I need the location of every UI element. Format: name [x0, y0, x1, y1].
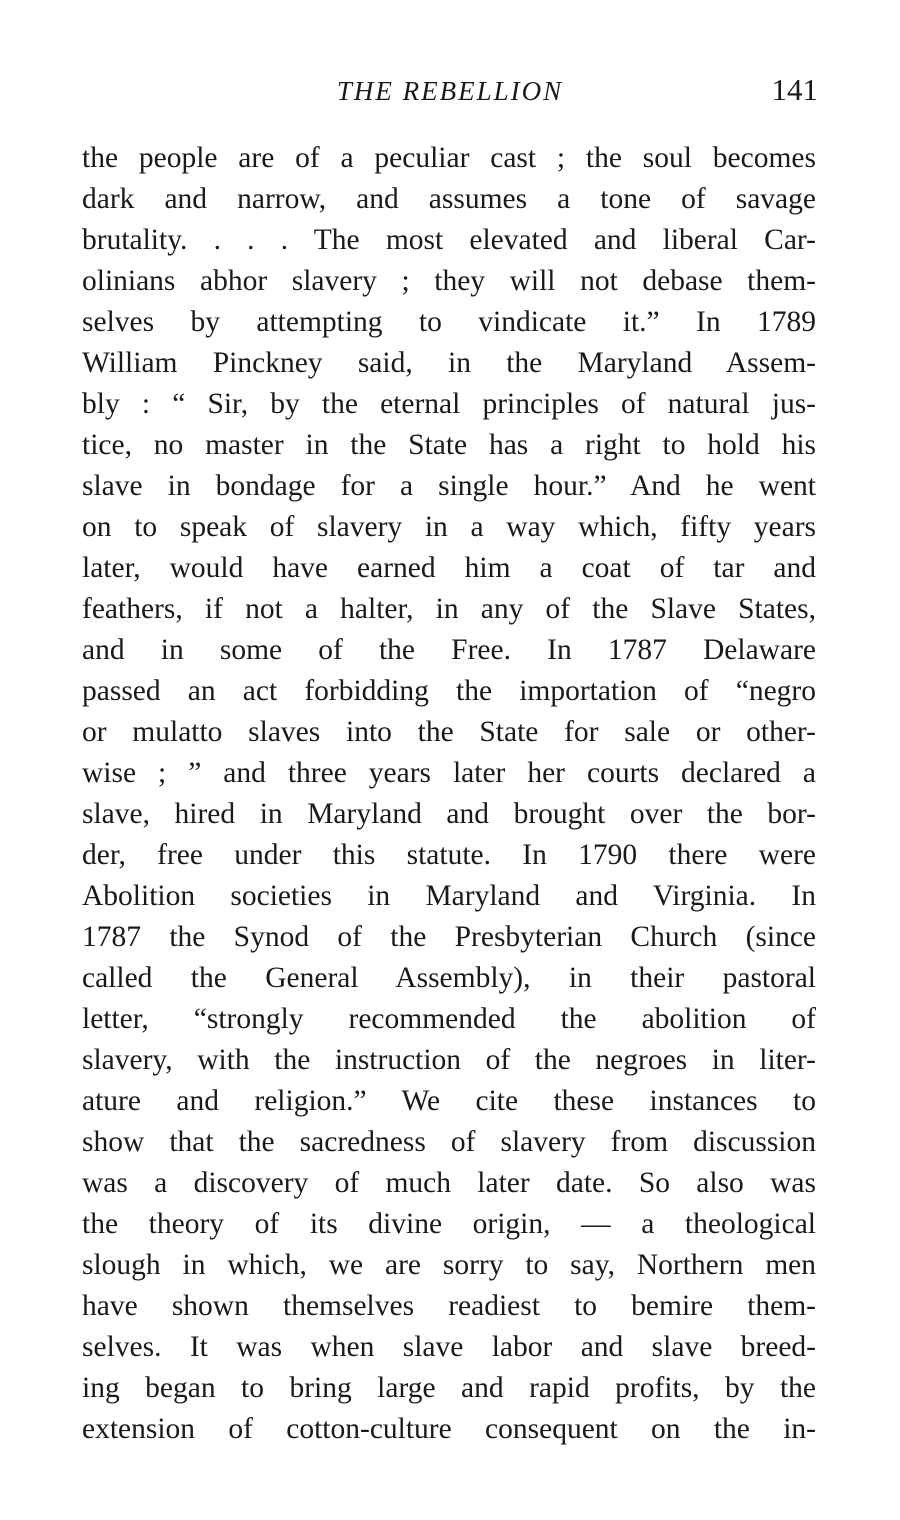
text-line: olinians abhor slavery ; they will not debase them- [82, 265, 816, 297]
text-line: brutality. . . . The most elevated and liberal Car- [82, 224, 816, 256]
text-line: extension of cotton-culture consequent on the in- [82, 1413, 816, 1445]
text-line: show that the sacredness of slavery from discussion [82, 1126, 816, 1158]
text-line: bly : “ Sir, by the eternal principles of natural jus- [82, 388, 816, 420]
text-line: the theory of its divine origin, — a theological [82, 1208, 816, 1240]
text-line: Abolition societies in Maryland and Virginia. In [82, 880, 816, 912]
text-line: later, would have earned him a coat of tar and [82, 552, 816, 584]
text-line: called the General Assembly), in their pastoral [82, 962, 816, 994]
text-line: wise ; ” and three years later her courts declared a [82, 757, 816, 789]
running-head [82, 72, 818, 116]
body-text [82, 138, 816, 1450]
text-line: the people are of a peculiar cast ; the soul becomes [82, 142, 816, 174]
text-line: letter, “strongly recommended the abolition of [82, 1003, 816, 1035]
text-line: on to speak of slavery in a way which, fifty years [82, 511, 816, 543]
text-line: feathers, if not a halter, in any of the Slave States, [82, 593, 816, 625]
text-line: slave, hired in Maryland and brought over the bor- [82, 798, 816, 830]
text-line: or mulatto slaves into the State for sale or other- [82, 716, 816, 748]
text-line: and in some of the Free. In 1787 Delaware [82, 634, 816, 666]
text-line: slough in which, we are sorry to say, Northern men [82, 1249, 816, 1281]
text-line: slave in bondage for a single hour.” And he went [82, 470, 816, 502]
text-line: 1787 the Synod of the Presbyterian Church (since [82, 921, 816, 953]
page-number: 141 [771, 72, 818, 107]
text-line: dark and narrow, and assumes a tone of savage [82, 183, 816, 215]
text-line: selves by attempting to vindicate it.” In 1789 [82, 306, 816, 338]
text-line: have shown themselves readiest to bemire them- [82, 1290, 816, 1322]
text-line: was a discovery of much later date. So also was [82, 1167, 816, 1199]
text-line: selves. It was when slave labor and slave breed- [82, 1331, 816, 1363]
text-line: passed an act forbidding the importation of “negro [82, 675, 816, 707]
text-line: ature and religion.” We cite these instances to [82, 1085, 816, 1117]
text-line: ing began to bring large and rapid profits, by the [82, 1372, 816, 1404]
text-line: tice, no master in the State has a right to hold his [82, 429, 816, 461]
text-line: slavery, with the instruction of the negroes in liter- [82, 1044, 816, 1076]
text-line: William Pinckney said, in the Maryland Assem- [82, 347, 816, 379]
text-line: der, free under this statute. In 1790 there were [82, 839, 816, 871]
running-head-title: THE REBELLION [336, 76, 564, 106]
